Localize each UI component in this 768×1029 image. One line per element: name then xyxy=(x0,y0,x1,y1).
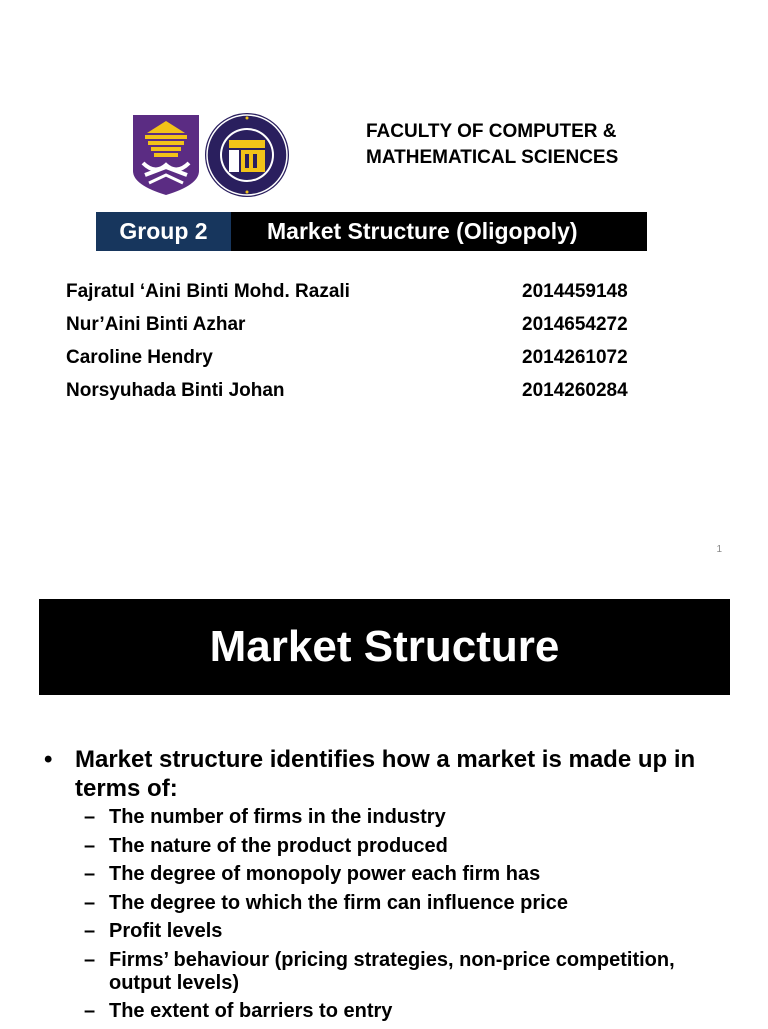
member-name: Caroline Hendry xyxy=(66,347,213,368)
dash-marker: – xyxy=(84,920,96,942)
faculty-line-2: MATHEMATICAL SCIENCES xyxy=(366,147,619,168)
sub-bullet xyxy=(84,863,724,886)
bullet-text: Market structure identifies how a market is made up in terms of: xyxy=(75,746,696,802)
group-label: Group 2 xyxy=(96,212,231,251)
slide-2 xyxy=(0,585,768,1024)
sub-bullet xyxy=(84,806,724,829)
dash-marker: – xyxy=(84,891,96,914)
slide-number: 1 xyxy=(716,544,722,555)
uitm-logo xyxy=(133,115,199,195)
member-name: Fajratul ‘Aini Binti Mohd. Razali xyxy=(66,281,350,302)
sub-bullet-text: The nature of the product produced xyxy=(109,834,448,857)
sub-bullet xyxy=(84,1000,724,1023)
member-row xyxy=(66,345,656,378)
group-banner xyxy=(96,212,647,251)
sub-bullet xyxy=(84,949,724,995)
sub-bullet-text: Profit levels xyxy=(109,920,223,942)
faculty-line-1: FACULTY OF COMPUTER & xyxy=(366,121,617,142)
dash-marker: – xyxy=(84,948,96,971)
sub-bullet xyxy=(84,892,724,915)
sub-bullet xyxy=(84,835,724,858)
member-id: 2014260284 xyxy=(522,380,628,401)
sub-bullet-text: Firms’ behaviour (pricing strategies, non-price competition, output levels) xyxy=(109,948,675,994)
sub-bullet-text: The extent of barriers to entry xyxy=(109,1000,393,1022)
fskm-seal-logo xyxy=(204,112,290,198)
dash-marker: – xyxy=(84,1000,96,1022)
sub-bullet-list xyxy=(84,806,724,1029)
dash-marker: – xyxy=(84,806,96,828)
sub-bullet-text: The degree of monopoly power each firm has xyxy=(109,863,541,885)
member-row xyxy=(66,279,656,312)
sub-bullet xyxy=(84,920,724,943)
member-row xyxy=(66,378,656,411)
dash-marker: – xyxy=(84,863,96,885)
group-topic: Market Structure (Oligopoly) xyxy=(267,218,578,244)
member-id: 2014459148 xyxy=(522,281,628,302)
member-name: Nur’Aini Binti Azhar xyxy=(66,314,246,335)
member-list xyxy=(66,279,656,411)
sub-bullet-text: The degree to which the firm can influence price xyxy=(109,891,568,914)
faculty-name xyxy=(366,119,618,171)
member-id: 2014654272 xyxy=(522,314,628,335)
member-name: Norsyuhada Binti Johan xyxy=(66,380,285,401)
member-id: 2014261072 xyxy=(522,347,628,368)
sub-bullet-text: The number of firms in the industry xyxy=(109,806,446,828)
slide-title: Market Structure xyxy=(39,599,730,695)
bullet-marker: • xyxy=(44,746,53,773)
member-row xyxy=(66,312,656,345)
dash-marker: – xyxy=(84,834,96,857)
